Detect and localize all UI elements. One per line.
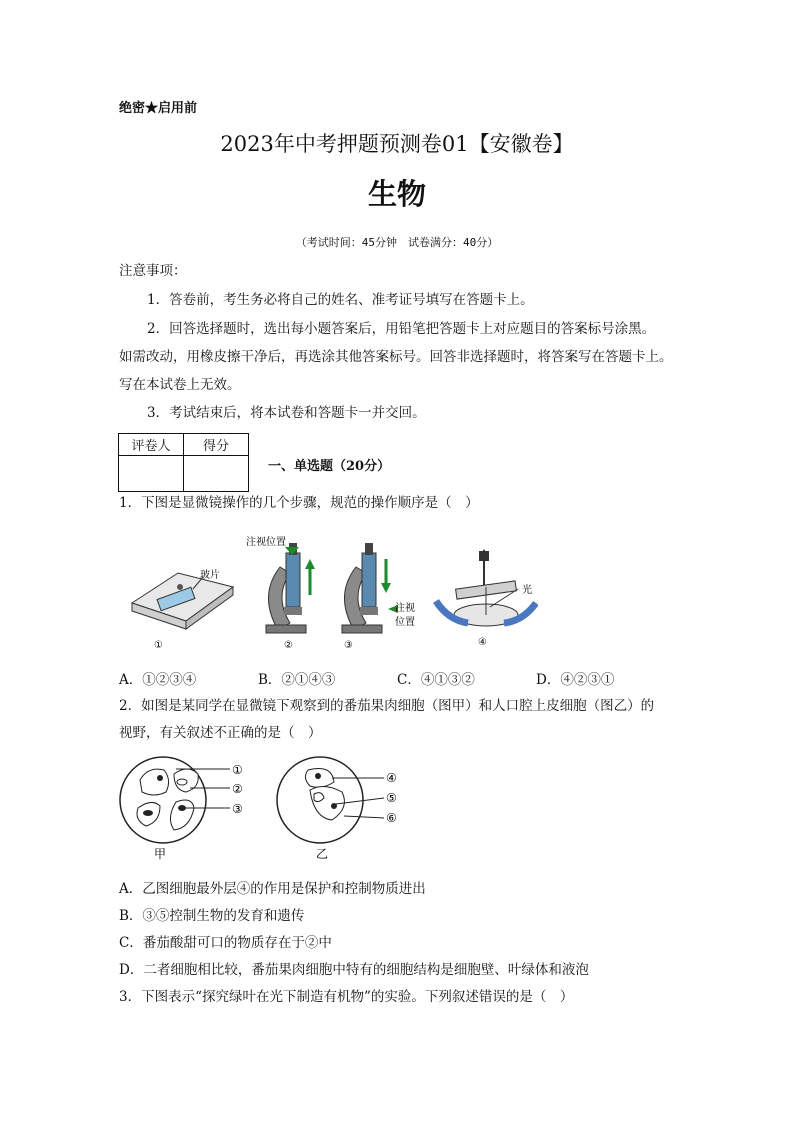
question-1-options bbox=[0, 668, 794, 688]
figure-jia-label: 甲 bbox=[154, 847, 167, 861]
microscope-up-illustration bbox=[266, 543, 315, 633]
note-item: 1．答卷前，考生务必将自己的姓名、准考证号填写在答题卡上。 bbox=[147, 292, 534, 308]
microscope-down-illustration bbox=[342, 543, 398, 633]
step-3-label: ③ bbox=[344, 640, 353, 651]
label-5: ⑤ bbox=[386, 791, 397, 805]
label-3: ③ bbox=[232, 802, 243, 816]
cheek-cell-view bbox=[277, 757, 384, 843]
slide-label: 玻片 bbox=[200, 570, 220, 581]
question-2-stem-line2: 视野，有关叙述不正确的是（ ） bbox=[119, 725, 322, 741]
mirror-adjust-illustration bbox=[436, 549, 536, 626]
step-1-label: ① bbox=[154, 640, 163, 651]
microscope-steps-figure bbox=[118, 525, 538, 655]
option-b[interactable]: B．②①④③ bbox=[258, 672, 336, 688]
light-label: 光 bbox=[522, 585, 532, 596]
exam-title: 2023年中考押题预测卷01【安徽卷】 bbox=[220, 132, 574, 156]
grader-header: 评卷人 bbox=[119, 434, 184, 456]
note-item: 2．回答选择题时，选出每小题答案后，用铅笔把答题卡上对应题目的答案标号涂黑。 bbox=[147, 321, 656, 337]
notes-heading: 注意事项： bbox=[119, 263, 187, 279]
section-title: 一、单选题（20分） bbox=[268, 459, 391, 474]
gaze-label-line1: 注视 bbox=[395, 603, 415, 614]
score-table bbox=[118, 433, 249, 492]
option-a[interactable]: A．①②③④ bbox=[119, 672, 197, 688]
label-1: ① bbox=[232, 763, 243, 777]
tomato-cell-view bbox=[120, 757, 230, 843]
figure-yi-label: 乙 bbox=[316, 847, 329, 861]
label-2: ② bbox=[232, 782, 243, 796]
label-4: ④ bbox=[386, 771, 397, 785]
q2-option-a[interactable]: A．乙图细胞最外层④的作用是保护和控制物质进出 bbox=[119, 881, 426, 897]
q2-option-c[interactable]: C．番茄酸甜可口的物质存在于②中 bbox=[119, 935, 332, 951]
grader-cell bbox=[119, 456, 184, 492]
note-item: 写在本试卷上无效。 bbox=[119, 377, 241, 393]
option-c[interactable]: C．④①③② bbox=[397, 672, 475, 688]
exam-info: （考试时间：45分钟 试卷满分：40分） bbox=[295, 236, 499, 249]
cells-figure bbox=[118, 750, 418, 865]
confidential-mark: 绝密★启用前 bbox=[119, 101, 198, 116]
note-item: 如需改动，用橡皮擦干净后，再选涂其他答案标号。回答非选择题时，将答案写在答题卡上。 bbox=[119, 349, 673, 365]
question-3-stem: 3．下图表示“探究绿叶在光下制造有机物”的实验。下列叙述错误的是（ ） bbox=[119, 989, 574, 1005]
subject-title: 生物 bbox=[367, 177, 426, 211]
question-1-stem: 1．下图是显微镜操作的几个步骤，规范的操作顺序是（ ） bbox=[119, 495, 479, 511]
score-header: 得分 bbox=[184, 434, 249, 456]
score-cell bbox=[184, 456, 249, 492]
q2-option-d[interactable]: D．二者细胞相比较，番茄果肉细胞中特有的细胞结构是细胞壁、叶绿体和液泡 bbox=[119, 962, 589, 978]
step-2-label: ② bbox=[284, 640, 293, 651]
label-6: ⑥ bbox=[386, 811, 397, 825]
slide-on-stage-illustration bbox=[132, 573, 233, 629]
step-4-label: ④ bbox=[478, 637, 487, 648]
question-2-stem-line1: 2．如图是某同学在显微镜下观察到的番茄果肉细胞（图甲）和人口腔上皮细胞（图乙）的 bbox=[119, 698, 655, 714]
note-item: 3．考试结束后，将本试卷和答题卡一并交回。 bbox=[147, 405, 426, 421]
gaze-position-label: 注视位置 bbox=[246, 537, 286, 548]
q2-option-b[interactable]: B．③⑤控制生物的发育和遗传 bbox=[119, 908, 305, 924]
gaze-label-line2: 位置 bbox=[395, 617, 415, 628]
option-d[interactable]: D．④②③① bbox=[536, 672, 615, 688]
